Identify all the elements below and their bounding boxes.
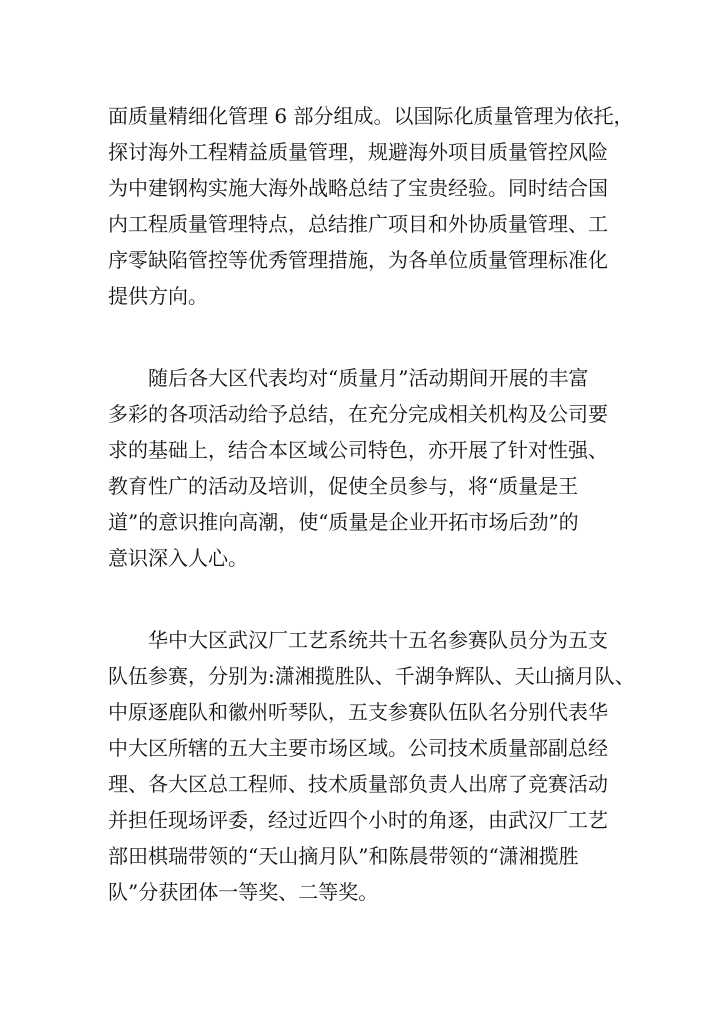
text-line: 内工程质量管理特点，总结推广项目和外协质量管理、工 <box>108 212 608 236</box>
text-line: 华中大区武汉厂工艺系统共十五名参赛队员分为五支 <box>148 628 608 652</box>
text-line: 队”分获团体一等奖、二等奖。 <box>108 880 379 904</box>
text-line: 中大区所辖的五大主要市场区域。公司技术质量部副总经 <box>108 736 608 760</box>
text-line: 中原逐鹿队和徽州听琴队，五支参赛队伍队名分别代表华 <box>108 700 608 724</box>
text-line: 探讨海外工程精益质量管理，规避海外项目质量管控风险 <box>108 140 608 164</box>
text-line: 教育性广的活动及培训，促使全员参与，将“质量是王 <box>108 474 579 498</box>
text-line: 道”的意识推向高潮，使“质量是企业开拓市场后劲”的 <box>108 510 579 534</box>
document-page <box>108 98 635 910</box>
text-line: 队伍参赛，分别为:潇湘揽胜队、千湖争辉队、天山摘月队、 <box>108 664 635 688</box>
paragraph-3 <box>108 622 635 910</box>
text-line: 序零缺陷管控等优秀管理措施，为各单位质量管理标准化 <box>108 248 608 272</box>
text-line: 意识深入人心。 <box>108 546 248 570</box>
text-line: 提供方向。 <box>108 284 208 308</box>
text-line: 部田棋瑞带领的“天山摘月队”和陈晨带领的“潇湘揽胜 <box>108 844 579 868</box>
text-line: 面质量精细化管理 6 部分组成。以国际化质量管理为依托， <box>108 104 634 128</box>
text-line: 并担任现场评委，经过近四个小时的角逐，由武汉厂工艺 <box>108 808 608 832</box>
paragraph-1 <box>108 98 634 314</box>
text-line: 多彩的各项活动给予总结，在充分完成相关机构及公司要 <box>108 402 608 426</box>
text-line: 为中建钢构实施大海外战略总结了宝贵经验。同时结合国 <box>108 176 608 200</box>
paragraph-2 <box>108 360 628 576</box>
text-line: 求的基础上，结合本区域公司特色，亦开展了针对性强、 <box>108 438 608 462</box>
text-line: 理、各大区总工程师、技术质量部负责人出席了竞赛活动 <box>108 772 608 796</box>
text-line: 随后各大区代表均对“质量月”活动期间开展的丰富 <box>148 366 589 390</box>
